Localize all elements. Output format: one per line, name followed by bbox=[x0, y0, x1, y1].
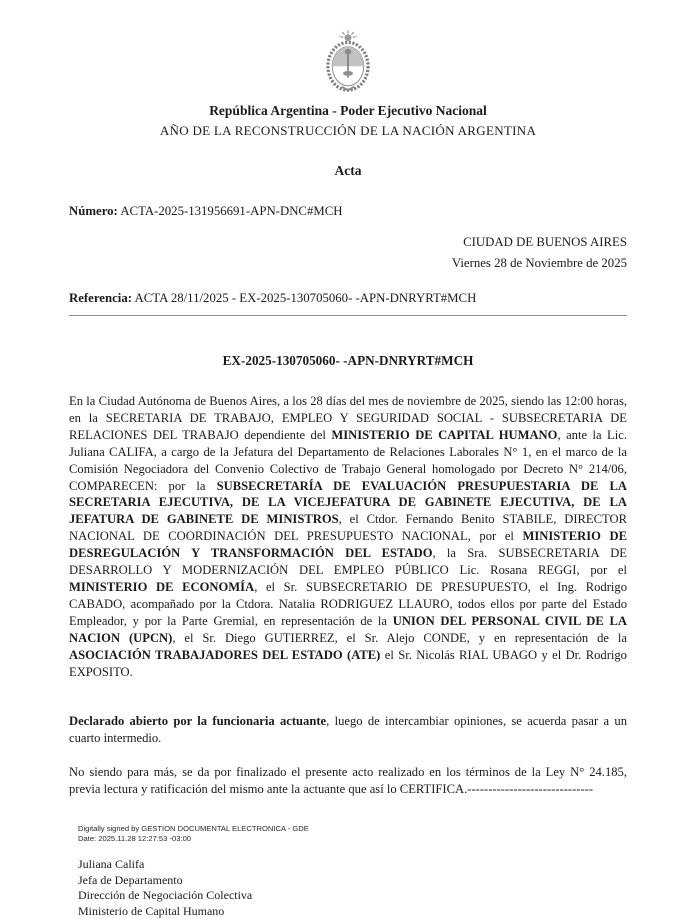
digital-signature-line1: Digitally signed by GESTION DOCUMENTAL ELECTRONICA - GDE bbox=[78, 824, 627, 834]
signer-block bbox=[69, 857, 627, 919]
opening-declaration-paragraph: Declarado abierto por la funcionaria actuante, luego de intercambiar opiniones, se acuerda pasar a un cuarto intermedio. bbox=[69, 713, 627, 747]
document-header bbox=[69, 30, 627, 179]
city-line: CIUDAD DE BUENOS AIRES bbox=[69, 232, 627, 253]
signer-ministry: Ministerio de Capital Humano bbox=[78, 904, 627, 919]
signer-name: Juliana Califa bbox=[78, 857, 627, 873]
document-type-heading: Acta bbox=[69, 163, 627, 179]
expediente-heading: EX-2025-130705060- -APN-DNRYRT#MCH bbox=[69, 353, 627, 369]
digital-signature-line2: Date: 2025.11.28 12:27:53 -03:00 bbox=[78, 834, 627, 844]
republic-title: República Argentina - Poder Ejecutivo Nacional bbox=[69, 103, 627, 119]
numero-value: ACTA-2025-131956691-APN-DNC#MCH bbox=[120, 204, 342, 218]
main-body-paragraph: En la Ciudad Autónoma de Buenos Aires, a los 28 días del mes de noviembre de 2025, siendo las 12:00 horas, en la SECRETARIA DE TRABAJO, EMPLEO Y SEGURIDAD SOCIAL - SUBSECRETARIA DE RELACIONES DEL TRABAJO dependiente del MINISTERIO DE CAPITAL HUMANO, ante la Lic. Juliana CALIFA, a cargo de la Jefatura del Departamento de Relaciones Laborales N° 1, en el marco de la Comisión Negociadora del Convenio Colectivo de Trabajo General homologado por Decreto N° 214/06, COMPARECEN: por la SUBSECRETARÍA DE EVALUACIÓN PRESUPUESTARIA DE LA SECRETARIA EJECUTIVA, DE LA VICEJEFATURA DE GABINETE EJECUTIVA, DE LA JEFATURA DE GABINETE DE MINISTROS, el Ctdor. Fernando Benito STABILE, DIRECTOR NACIONAL DE COORDINACIÓN DEL PRESUPUESTO NACIONAL, por el MINISTERIO DE DESREGULACIÓN Y TRANSFORMACIÓN DEL ESTADO, la Sra. SUBSECRETARIA DE DESARROLLO Y MODERNIZACIÓN DEL EMPLEO PÚBLICO Lic. Rosana REGGI, por el MINISTERIO DE ECONOMÍA, el Sr. SUBSECRETARIO DE PRESUPUESTO, el Ing. Rodrigo CABADO, acompañado por la Ctdora. Natalia RODRIGUEZ LLAURO, todos ellos por parte del Estado Empleador, y por la Parte Gremial, en representación de la UNION DEL PERSONAL CIVIL DE LA NACION (UPCN), el Sr. Diego GUTIERREZ, el Sr. Alejo CONDE, y en representación de la ASOCIACIÓN TRABAJADORES DEL ESTADO (ATE) el Sr. Nicolás RIAL UBAGO y el Dr. Rodrigo EXPOSITO. bbox=[69, 393, 627, 680]
referencia-value: ACTA 28/11/2025 - EX-2025-130705060- -APN-DNRYRT#MCH bbox=[135, 291, 477, 305]
signer-office: Dirección de Negociación Colectiva bbox=[78, 888, 627, 904]
digital-signature-stamp bbox=[69, 824, 627, 843]
reference-row bbox=[69, 291, 627, 306]
date-line: Viernes 28 de Noviembre de 2025 bbox=[69, 253, 627, 274]
signer-title: Jefa de Departamento bbox=[78, 873, 627, 889]
place-date-block bbox=[69, 232, 627, 274]
year-motto: AÑO DE LA RECONSTRUCCIÓN DE LA NACIÓN ARGENTINA bbox=[69, 123, 627, 139]
header-divider bbox=[69, 315, 627, 316]
referencia-label: Referencia: bbox=[69, 291, 132, 305]
numero-label: Número: bbox=[69, 204, 118, 218]
document-number-row bbox=[69, 204, 627, 219]
argentina-coat-of-arms-icon bbox=[319, 30, 377, 93]
closing-paragraph: No siendo para más, se da por finalizado el presente acto realizado en los términos de la Ley N° 24.185, previa lectura y ratificación del mismo ante la actuante que así lo CERTIFICA.------------------------------ bbox=[69, 764, 627, 798]
